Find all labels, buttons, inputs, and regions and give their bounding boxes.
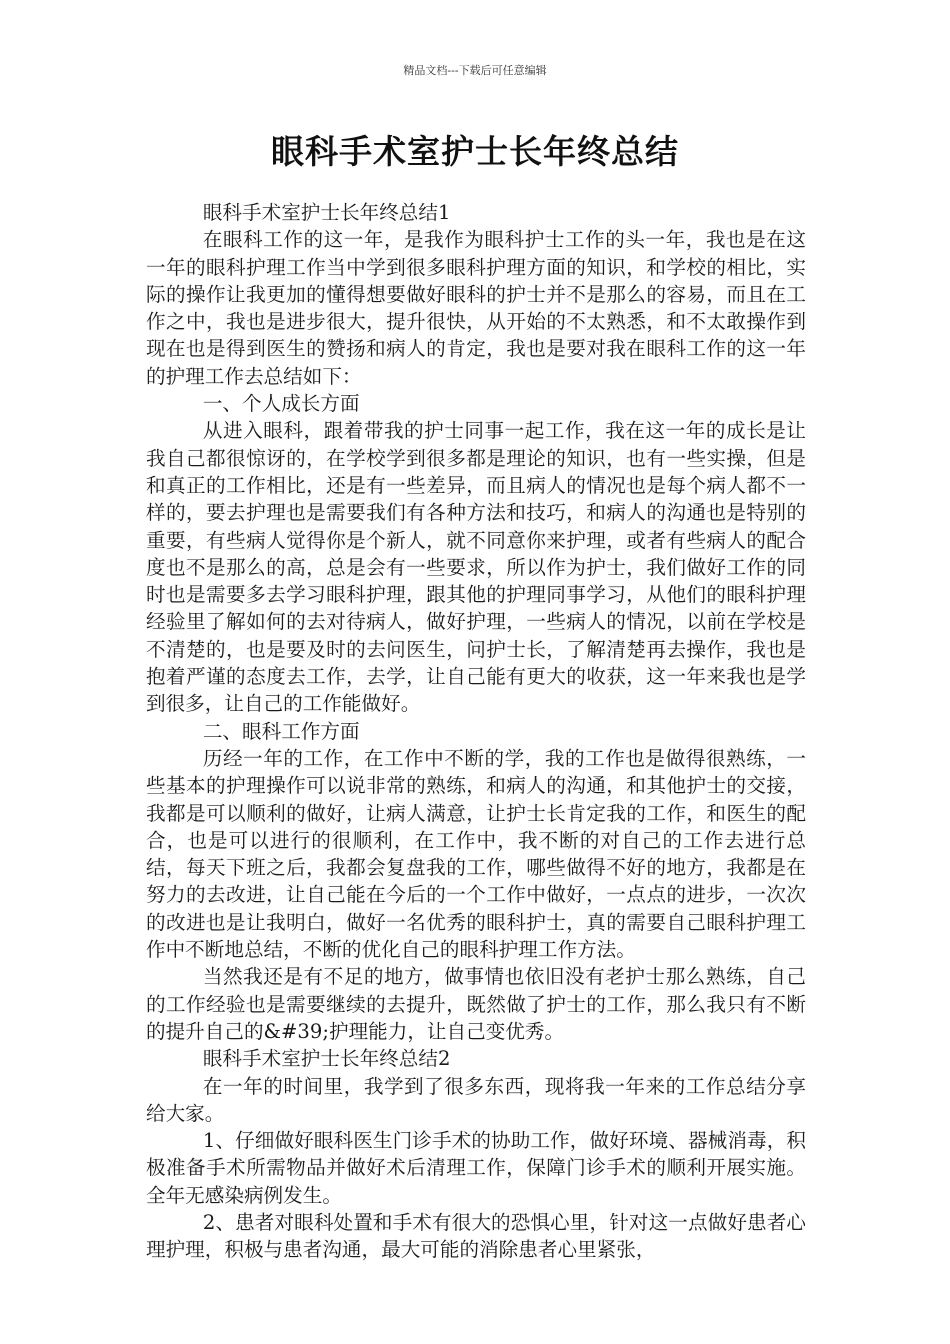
paragraph-summary-intro: 在一年的时间里，我学到了很多东西，现将我一年来的工作总结分享给大家。 [146, 1074, 806, 1125]
document-title: 眼科手术室护士长年终总结 [271, 132, 679, 171]
section-heading-1: 眼科手术室护士长年终总结1 [202, 201, 451, 224]
document-body [146, 199, 806, 1264]
paragraph-item-2: 2、患者对眼科处置和手术有很大的恐惧心里，针对这一点做好患者心理护理，积极与患者沟通，最大可能的消除患者心里紧张， [146, 1210, 806, 1262]
paragraph-shortcomings: 当然我还是有不足的地方，做事情也依旧没有老护士那么熟练，自己的工作经验也是需要继续的去提升，既然做了护士的工作，那么我只有不断的提升自己的&#39;护理能力，让自己变优秀。 [146, 965, 806, 1043]
subheading-personal-growth: 一、个人成长方面 [202, 392, 360, 416]
paragraph-work: 历经一年的工作，在工作中不断的学，我的工作也是做得很熟练，一些基本的护理操作可以说非常的熟练，和病人的沟通，和其他护士的交接，我都是可以顺利的做好，让病人满意，让护士长肯定我的工作，和医生的配合，也是可以进行的很顺利，在工作中，我不断的对自己的工作去进行总结，每天下班之后，我都会复盘我的工作，哪些做得不好的地方，我都是在努力的去改进，让自己能在今后的一个工作中做好，一点点的进步，一次次的改进也是让我明白，做好一名优秀的眼科护士，真的需要自己眼科护理工作中不断地总结，不断的优化自己的眼科护理工作方法。 [146, 746, 806, 962]
section-heading-2: 眼科手术室护士长年终总结2 [202, 1047, 451, 1071]
header-note: 精品文档---下载后可任意编辑 [403, 64, 547, 77]
paragraph-intro: 在眼科工作的这一年，是我作为眼科护士工作的头一年，我也是在这一年的眼科护理工作当中学到很多眼科护理方面的知识，和学校的相比，实际的操作让我更加的懂得想要做好眼科的护士并不是那么的容易，而且在工作之中，我也是进步很大，提升很快，从开始的不太熟悉，和不太敢操作到现在也是得到医生的赞扬和病人的肯定，我也是要对我在眼科工作的这一年的护理工作去总结如下： [146, 228, 806, 388]
paragraph-personal-growth: 从进入眼科，跟着带我的护士同事一起工作，我在这一年的成长是让我自己都很惊讶的，在学校学到很多都是理论的知识，也有一些实操，但是和真正的工作相比，还是有一些差异，而且病人的情况也是每个病人都不一样的，要去护理也是需要我们有各种方法和技巧，和病人的沟通也是特别的重要，有些病人觉得你是个新人，就不同意你来护理，或者有些病人的配合度也不是那么的高，总是会有一些要求，所以作为护士，我们做好工作的同时也是需要多去学习眼科护理，跟其他的护理同事学习，从他们的眼科护理经验里了解如何的去对待病人，做好护理，一些病人的情况，以前在学校是不清楚的，也是要及时的去问医生，问护士长，了解清楚再去操作，我也是抱着严谨的态度去工作，去学，让自己能有更大的收获，这一年来我也是学到很多，让自己的工作能做好。 [146, 419, 806, 716]
subheading-work: 二、眼科工作方面 [202, 719, 360, 743]
paragraph-item-1: 1、仔细做好眼科医生门诊手术的协助工作，做好环境、器械消毒，积极准备手术所需物品并做好术后清理工作，保障门诊手术的顺利开展实施。全年无感染病例发生。 [146, 1129, 806, 1207]
